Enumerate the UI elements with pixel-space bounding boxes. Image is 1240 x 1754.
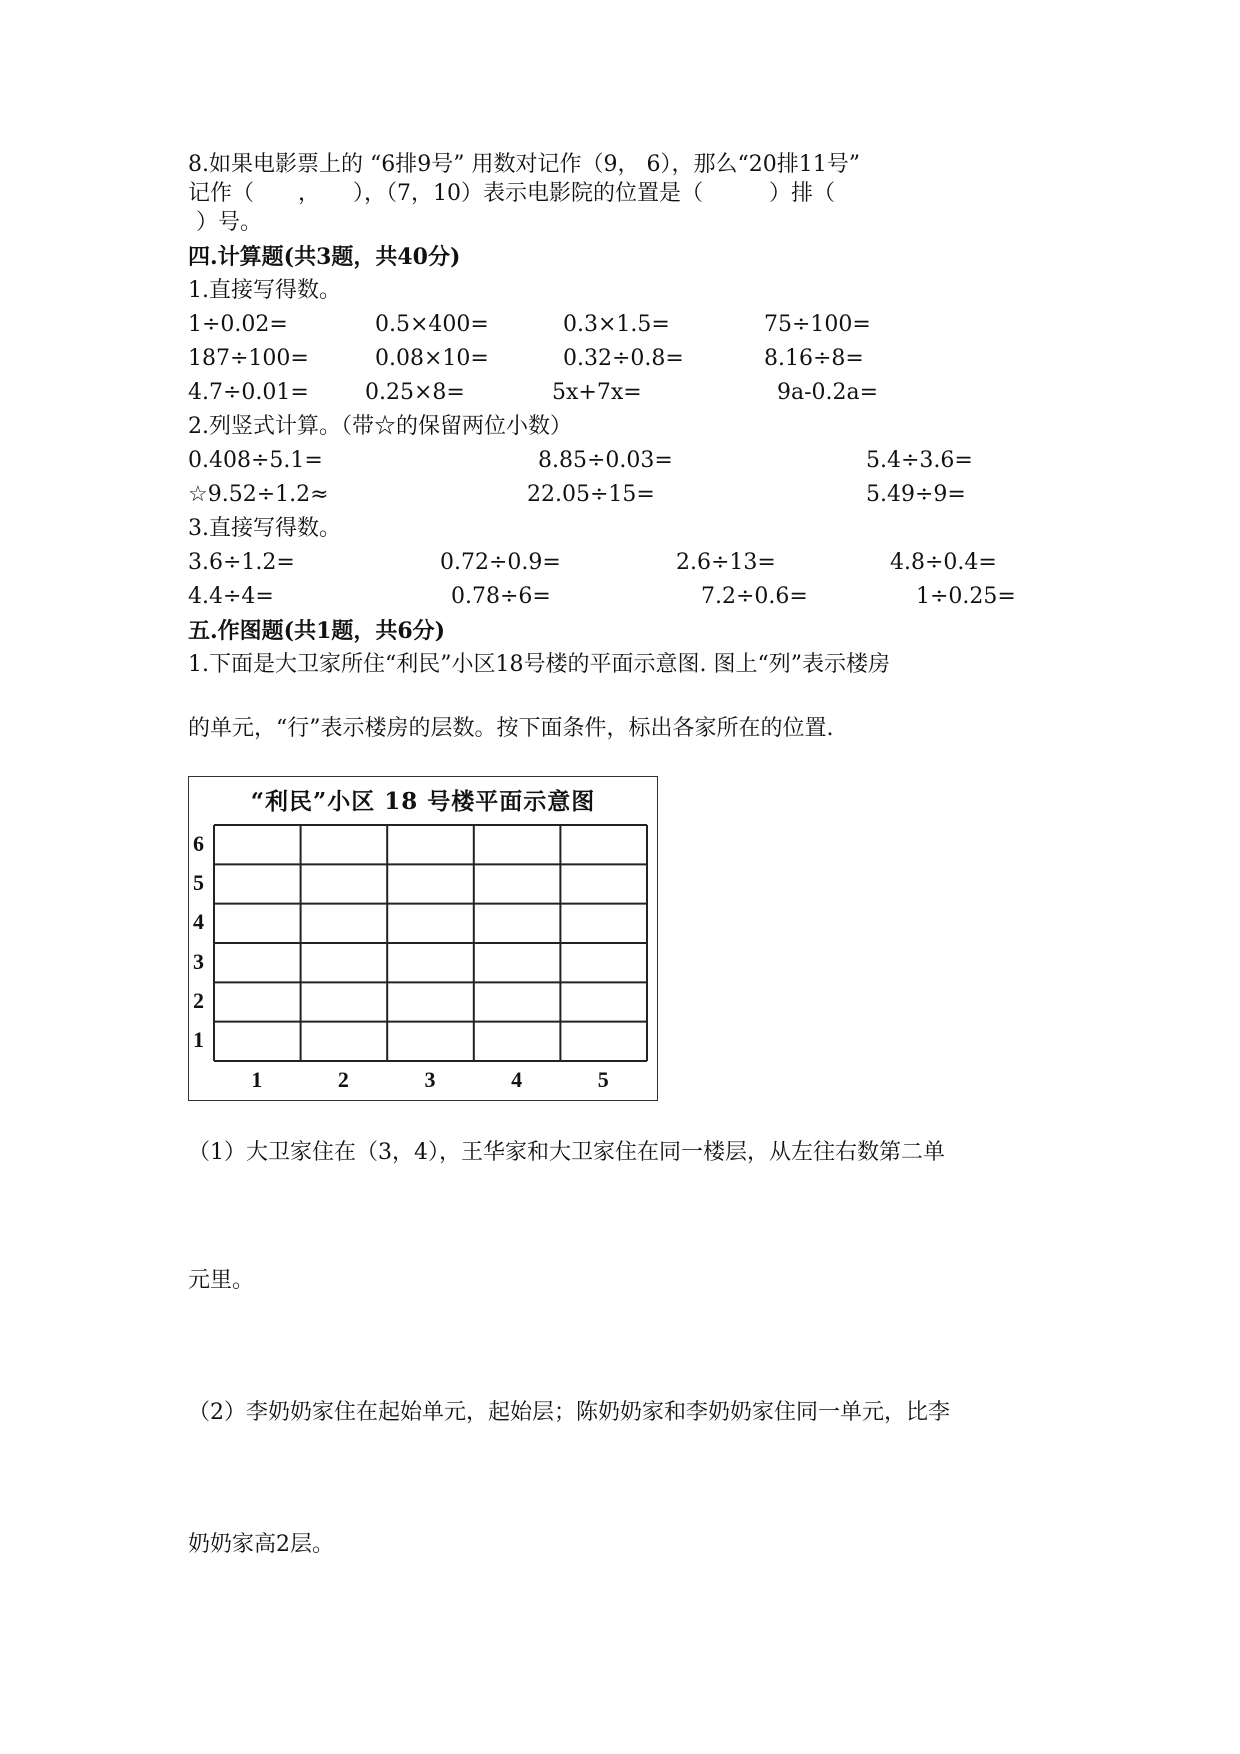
calc-item: 0.408÷5.1= [188,448,323,473]
figure-title: “利民”小区 18 号楼平面示意图 [250,788,596,815]
floor-plan-figure [188,776,658,1101]
calc-q1-title: 1.直接写得数。 [188,278,341,303]
calc-item: 8.85÷0.03= [538,448,673,473]
calc-item: 4.8÷0.4= [890,550,997,575]
calc-item: 0.72÷0.9= [440,550,561,575]
calc-item: 7.2÷0.6= [701,584,808,609]
col-label: 2 [337,1067,349,1092]
calc-item: 1÷0.02= [188,312,288,337]
calc-item: 3.6÷1.2= [188,550,295,575]
col-label: 5 [597,1067,609,1092]
q8-line3: ）号。 [196,210,263,235]
calc-item: 2.6÷13= [676,550,776,575]
calc-item: 5.49÷9= [866,482,966,507]
calc-item: 1÷0.25= [916,584,1016,609]
sub2-line2: 奶奶家高2层。 [188,1532,334,1557]
col-label: 3 [424,1067,436,1092]
q8-line1: 8.如果电影票上的 “6排9号” 用数对记作（9， 6），那么“20排11号” [188,152,860,177]
sub1-line2: 元里。 [188,1268,255,1293]
row-label: 5 [193,870,204,895]
calc-item: 0.78÷6= [451,584,551,609]
row-label: 6 [193,830,204,856]
calc-item: 187÷100= [188,346,309,371]
calc-item: 5.4÷3.6= [866,448,973,473]
section5-heading: 五.作图题(共1题，共6分) [188,618,446,644]
calc-item: 22.05÷15= [527,482,655,507]
calc-item: 0.3×1.5= [563,312,670,337]
col-label: 4 [511,1067,523,1092]
draw-q1-line2: 的单元，“行”表示楼房的层数。按下面条件，标出各家所在的位置. [188,716,834,741]
q8-line2: 记作（ ， ），（7，10）表示电影院的位置是（ ）排（ [188,181,835,206]
sub2-line1: （2）李奶奶家住在起始单元，起始层；陈奶奶家和李奶奶家住同一单元，比李 [188,1400,950,1425]
calc-item: 8.16÷8= [764,346,864,371]
calc-item: 4.7÷0.01= [188,380,309,405]
row-label: 3 [193,948,204,974]
section4-heading: 四.计算题(共3题，共40分) [188,244,461,270]
calc-item: 4.4÷4= [188,584,274,609]
calc-item: 75÷100= [764,312,871,337]
calc-item: 0.32÷0.8= [563,346,684,371]
calc-item: 5x+7x= [552,380,642,405]
calc-item: 0.5×400= [375,312,489,337]
calc-item: 0.25×8= [365,380,465,405]
floor-plan-grid [189,777,656,1099]
col-label: 1 [251,1067,263,1092]
calc-item: 9a-0.2a= [777,380,879,405]
calc-q2-title: 2.列竖式计算。（带☆的保留两位小数） [188,414,572,439]
calc-item: 0.08×10= [375,346,489,371]
row-label: 1 [193,1027,204,1053]
draw-q1-line1: 1.下面是大卫家所住“利民”小区18号楼的平面示意图. 图上“列”表示楼房 [188,652,890,677]
sub1-line1: （1）大卫家住在（3，4），王华家和大卫家住在同一楼层，从左往右数第二单 [188,1140,945,1165]
row-label: 2 [193,988,204,1013]
calc-q3-title: 3.直接写得数。 [188,516,341,541]
calc-item: ☆9.52÷1.2≈ [188,482,329,507]
row-label: 4 [193,909,204,935]
